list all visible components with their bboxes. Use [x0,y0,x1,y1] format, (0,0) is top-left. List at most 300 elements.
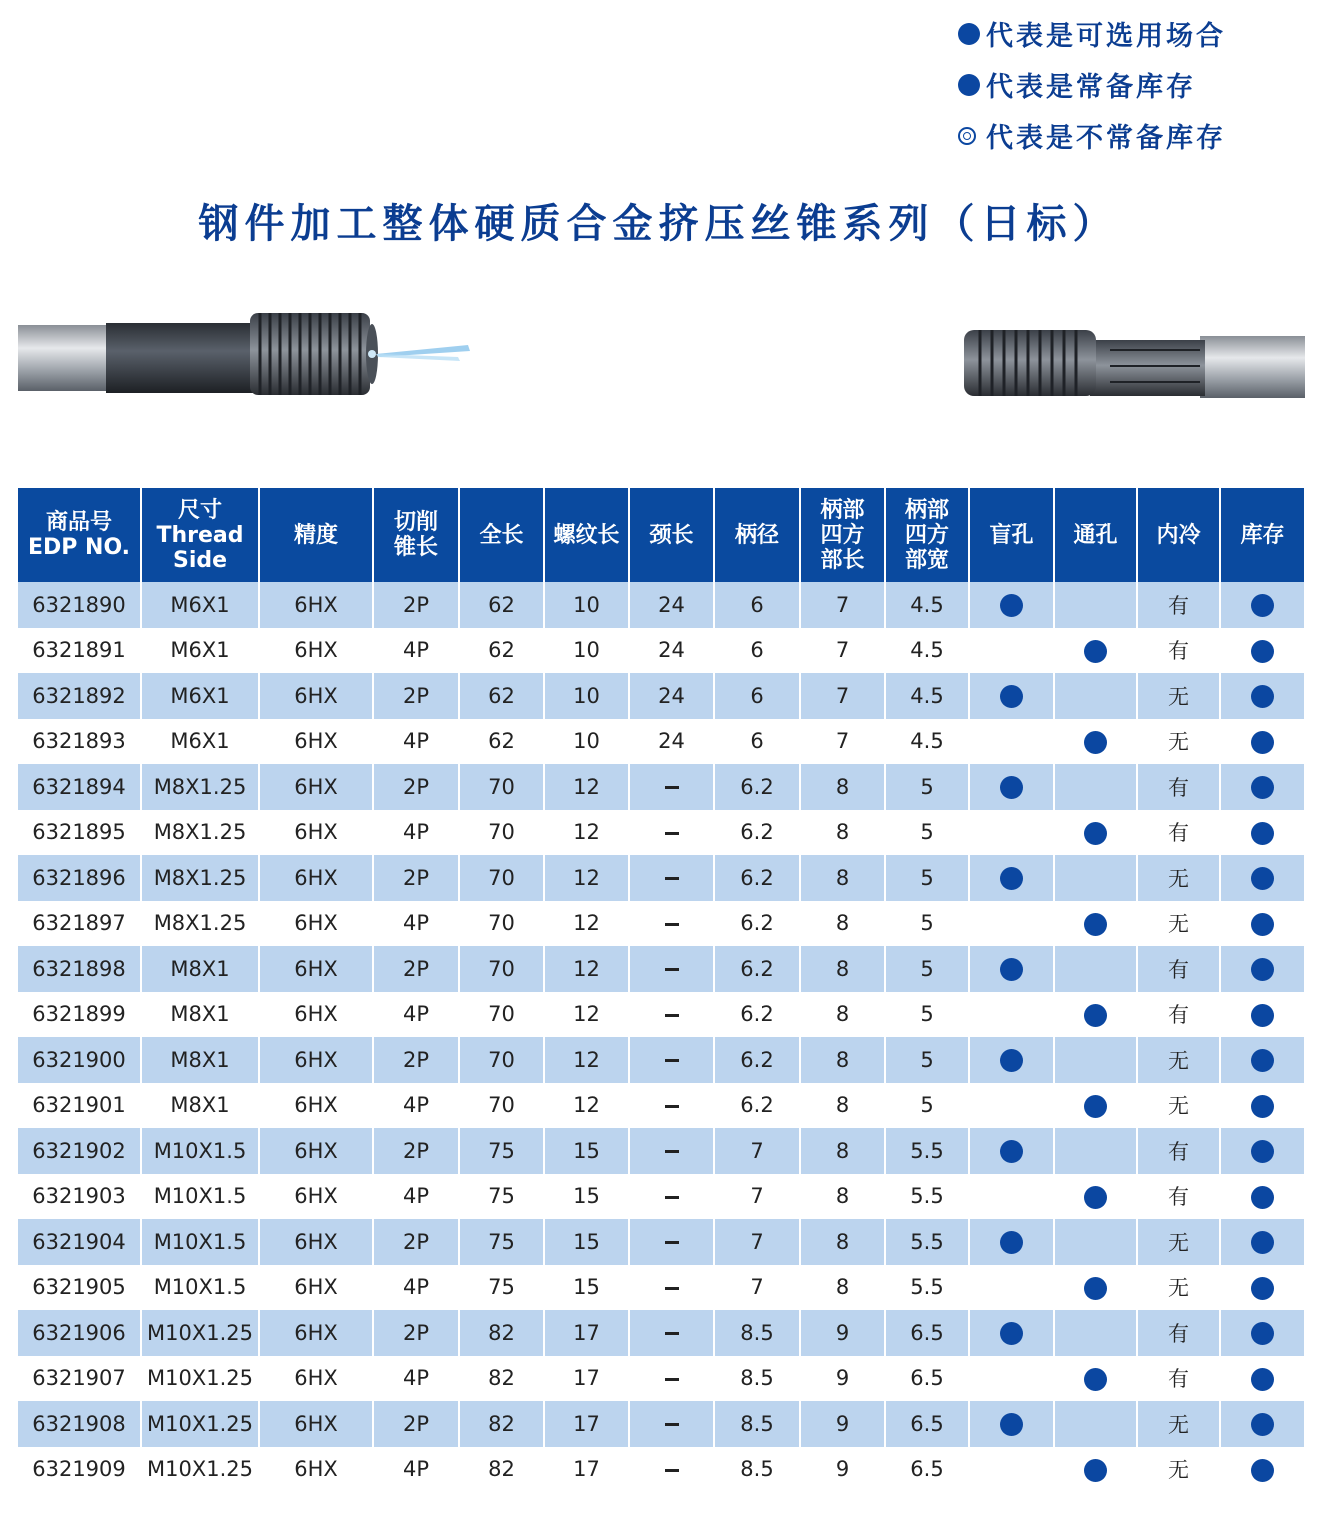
cell-stock [1220,1310,1304,1356]
cell-blind [969,1219,1054,1265]
table-row [18,1174,1304,1220]
cell-coolant: 有 [1137,810,1220,856]
cell-total_len: 70 [459,855,544,901]
cell-square_len: 8 [800,1174,885,1220]
cell-coolant: 无 [1137,1083,1220,1129]
cell-size: M8X1 [141,1083,259,1129]
cell-thread_len: 10 [544,673,629,719]
filled-dot-icon [1000,1140,1023,1163]
filled-dot-icon [1251,1004,1274,1027]
cell-size: M10X1.25 [141,1401,259,1447]
header-line: EDP NO. [27,535,131,560]
cell-square_len: 7 [800,719,885,765]
cell-chamfer: 4P [373,810,459,856]
filled-dot-icon [1084,1186,1107,1209]
cell-square_len: 8 [800,1083,885,1129]
header-line: 部宽 [904,547,949,573]
filled-dot-icon [1000,1231,1023,1254]
cell-thread_len: 15 [544,1174,629,1220]
filled-dot-icon [1251,958,1274,981]
forming-tap-left-image [18,305,478,395]
cell-edp: 6321905 [32,1275,126,1300]
cell-size: M8X1.25 [141,901,259,947]
cell-thread_len: 17 [544,1401,629,1447]
cell-coolant: 有 [1137,1128,1220,1174]
cell-neck_len [629,901,714,947]
cell-precision: 6HX [259,719,373,765]
cell-through [1054,1265,1137,1311]
cell-square_width: 5 [885,1037,969,1083]
header-line: 螺纹长 [553,522,620,548]
cell-thread_len: 17 [544,1310,629,1356]
cell-thread_len: 10 [544,582,629,628]
cell-square_len: 8 [800,855,885,901]
cell-stock [1220,1037,1304,1083]
cell-coolant: 有 [1137,1310,1220,1356]
dash-icon [665,968,679,971]
cell-total_len: 70 [459,810,544,856]
cell-shank_dia: 8.5 [714,1447,800,1493]
cell-thread_len: 15 [544,1219,629,1265]
cell-through [1054,1174,1137,1220]
cell-size: M6X1 [141,719,259,765]
cell-through [1054,1447,1137,1493]
cell-stock [1220,1128,1304,1174]
cell-size: M8X1.25 [141,764,259,810]
cell-shank_dia: 6.2 [714,992,800,1038]
header-line: 全长 [479,522,524,548]
filled-dot-icon [1084,1004,1107,1027]
table-row [18,810,1304,856]
cell-through [1054,719,1137,765]
cell-blind [969,628,1054,674]
cell-through [1054,1037,1137,1083]
cell-total_len: 62 [459,673,544,719]
filled-dot-icon [1084,1095,1107,1118]
cell-chamfer: 4P [373,901,459,947]
cell-coolant: 有 [1137,946,1220,992]
header-line: 通孔 [1073,522,1118,548]
cell-neck_len [629,855,714,901]
table-row [18,1447,1304,1493]
filled-dot-icon [1251,731,1274,754]
header-blind [969,488,1054,582]
cell-blind [969,1447,1054,1493]
cell-blind [969,1128,1054,1174]
cell-total_len: 82 [459,1447,544,1493]
cell-square_len: 8 [800,1037,885,1083]
header-line: Side [172,547,228,573]
header-line: Thread [156,522,244,548]
cell-square_width: 5 [885,764,969,810]
filled-dot-icon [1084,1277,1107,1300]
cell-size: M6X1 [141,582,259,628]
cell-neck_len [629,1356,714,1402]
cell-precision: 6HX [259,764,373,810]
cell-blind [969,901,1054,947]
cell-shank_dia: 8.5 [714,1356,800,1402]
cell-edp: 6321890 [18,582,141,628]
filled-dot-icon [1000,867,1023,890]
cell-precision: 6HX [259,855,373,901]
cell-total_len: 62 [459,628,544,674]
cell-edp: 6321901 [32,1093,126,1118]
filled-dot-icon [958,74,986,96]
cell-total_len: 70 [459,992,544,1038]
filled-dot-icon [1251,1095,1274,1118]
header-line: 尺寸 [177,497,222,523]
cell-coolant: 无 [1137,1401,1220,1447]
dash-icon [665,1423,679,1426]
cell-square_width: 5 [885,1083,969,1129]
cell-through [1054,810,1137,856]
cell-precision: 6HX [259,1174,373,1220]
table-row [18,764,1304,810]
cell-total_len: 75 [459,1219,544,1265]
header-stock [1220,488,1304,582]
filled-dot-icon [1000,958,1023,981]
dash-icon [665,923,679,926]
filled-dot-icon [1084,822,1107,845]
cell-shank_dia: 6.2 [714,946,800,992]
cell-square_width: 5.5 [885,1265,969,1311]
cell-shank_dia: 6.2 [714,810,800,856]
cell-neck_len [629,1310,714,1356]
header-line: 切削 [393,510,438,535]
table-row [18,901,1304,947]
cell-shank_dia: 7 [714,1219,800,1265]
dash-icon [665,1469,679,1472]
cell-thread_len: 17 [544,1356,629,1402]
cell-edp: 6321898 [18,946,141,992]
dash-icon [665,1332,679,1335]
cell-edp: 6321902 [18,1128,141,1174]
cell-neck_len [629,810,714,856]
cell-blind [969,855,1054,901]
cell-precision: 6HX [259,810,373,856]
cell-total_len: 70 [459,1037,544,1083]
header-line: 商品号 [45,510,112,535]
cell-chamfer: 2P [373,1401,459,1447]
cell-thread_len: 15 [544,1128,629,1174]
cell-neck_len: 24 [629,673,714,719]
cell-chamfer: 2P [373,582,459,628]
cell-neck_len [629,1128,714,1174]
cell-size: M8X1.25 [141,855,259,901]
cell-square_len: 8 [800,901,885,947]
cell-chamfer: 2P [373,1310,459,1356]
cell-stock [1220,810,1304,856]
cell-edp: 6321897 [32,911,126,936]
cell-edp: 6321900 [18,1037,141,1083]
header-precision [259,488,373,582]
filled-dot-icon [1251,685,1274,708]
cell-coolant: 无 [1137,719,1220,765]
dash-icon [665,1059,679,1062]
cell-square_width: 5 [885,810,969,856]
cell-stock [1220,673,1304,719]
table-row [18,1356,1304,1402]
cell-stock [1220,1356,1304,1402]
cell-through [1054,1356,1137,1402]
header-shank_dia [714,488,800,582]
cell-edp: 6321906 [18,1310,141,1356]
cell-chamfer: 4P [373,1083,459,1129]
cell-blind [969,1083,1054,1129]
cell-edp: 6321892 [18,673,141,719]
header-thread_len [544,488,629,582]
cell-stock [1220,628,1304,674]
header-line: 锥长 [393,535,438,560]
cell-square_width: 5.5 [885,1219,969,1265]
dash-icon [665,1287,679,1290]
cell-neck_len [629,1447,714,1493]
cell-edp: 6321893 [32,729,126,754]
cell-square_width: 5 [885,855,969,901]
cell-square_width: 5.5 [885,1174,969,1220]
cell-edp: 6321903 [32,1184,126,1209]
cell-blind [969,673,1054,719]
filled-dot-icon [1000,1049,1023,1072]
cell-stock [1220,1401,1304,1447]
cell-blind [969,810,1054,856]
cell-stock [1220,1447,1304,1493]
dash-icon [665,832,679,835]
cell-chamfer: 4P [373,1265,459,1311]
filled-dot-icon [1000,1322,1023,1345]
cell-chamfer: 2P [373,1219,459,1265]
table-row [18,1083,1304,1129]
cell-through [1054,628,1137,674]
filled-dot-icon [1251,640,1274,663]
header-square_len [800,488,885,582]
filled-dot-icon [1084,731,1107,754]
cell-precision: 6HX [259,628,373,674]
cell-neck_len [629,992,714,1038]
table-row [18,1128,1304,1174]
cell-coolant: 无 [1137,1037,1220,1083]
cell-total_len: 70 [459,1083,544,1129]
cell-precision: 6HX [259,1401,373,1447]
filled-dot-icon [1251,867,1274,890]
cell-total_len: 62 [459,582,544,628]
table-row [18,992,1304,1038]
cell-size: M10X1.5 [141,1128,259,1174]
legend [958,8,1298,161]
header-coolant [1137,488,1220,582]
cell-shank_dia: 7 [714,1265,800,1311]
cell-shank_dia: 6 [714,719,800,765]
cell-size: M6X1 [141,673,259,719]
double-circle-icon [958,127,986,145]
header-line: 四方 [820,522,865,548]
cell-thread_len: 10 [544,628,629,674]
cell-through [1054,582,1137,628]
cell-precision: 6HX [259,1037,373,1083]
cell-coolant: 有 [1137,1174,1220,1220]
cell-neck_len [629,1219,714,1265]
cell-blind [969,1037,1054,1083]
cell-size: M8X1 [141,992,259,1038]
cell-coolant: 有 [1137,1356,1220,1402]
cell-edp: 6321899 [32,1002,126,1027]
cell-blind [969,719,1054,765]
filled-dot-icon [1251,1413,1274,1436]
legend-item-non-stock [958,110,1298,161]
cell-edp: 6321907 [32,1366,126,1391]
cell-neck_len: 24 [629,582,714,628]
cell-precision: 6HX [259,992,373,1038]
table-body [18,582,1304,1492]
page-title: 钢件加工整体硬质合金挤压丝锥系列（日标） [198,201,1119,247]
cell-total_len: 82 [459,1401,544,1447]
header-total_len [459,488,544,582]
header-line: 颈长 [649,522,694,548]
header-line: 柄部 [820,497,865,523]
cell-stock [1220,855,1304,901]
cell-coolant: 无 [1137,855,1220,901]
cell-blind [969,764,1054,810]
cell-shank_dia: 8.5 [714,1401,800,1447]
cell-total_len: 75 [459,1265,544,1311]
cell-size: M8X1 [141,1037,259,1083]
cell-thread_len: 12 [544,1083,629,1129]
cell-coolant: 无 [1137,1265,1220,1311]
cell-blind [969,1310,1054,1356]
cell-total_len: 70 [459,946,544,992]
cell-through [1054,1401,1137,1447]
header-line: 柄径 [734,522,779,548]
cell-precision: 6HX [259,1447,373,1493]
cell-through [1054,1310,1137,1356]
header-line: 部长 [820,547,865,573]
cell-through [1054,1128,1137,1174]
filled-dot-icon [1251,1140,1274,1163]
cell-coolant: 有 [1137,992,1220,1038]
cell-edp: 6321891 [32,638,126,663]
filled-dot-icon [1000,594,1023,617]
cell-neck_len [629,1174,714,1220]
table-row [18,1265,1304,1311]
filled-dot-icon [1251,1368,1274,1391]
header-line: 柄部 [904,497,949,523]
cell-stock [1220,1083,1304,1129]
cell-square_width: 4.5 [885,582,969,628]
cell-thread_len: 17 [544,1447,629,1493]
header-line: 四方 [904,522,949,548]
cell-edp: 6321896 [18,855,141,901]
cell-total_len: 62 [459,719,544,765]
cell-edp: 6321908 [18,1401,141,1447]
cell-chamfer: 2P [373,673,459,719]
cell-square_len: 9 [800,1356,885,1402]
cell-stock [1220,992,1304,1038]
cell-shank_dia: 6.2 [714,855,800,901]
cell-chamfer: 2P [373,764,459,810]
cell-size: M10X1.5 [141,1174,259,1220]
filled-dot-icon [1251,1049,1274,1072]
cell-precision: 6HX [259,1128,373,1174]
filled-dot-icon [1000,776,1023,799]
cell-coolant: 无 [1137,1447,1220,1493]
cell-chamfer: 2P [373,1037,459,1083]
cell-blind [969,1265,1054,1311]
dash-icon [665,877,679,880]
cell-precision: 6HX [259,1310,373,1356]
cell-square_len: 9 [800,1447,885,1493]
header-line: 盲孔 [989,522,1034,548]
cell-coolant: 无 [1137,673,1220,719]
cell-chamfer: 4P [373,719,459,765]
cell-blind [969,1401,1054,1447]
cell-total_len: 75 [459,1174,544,1220]
cell-size: M8X1 [141,946,259,992]
dash-icon [665,1378,679,1381]
cell-through [1054,855,1137,901]
header-through [1054,488,1137,582]
filled-dot-icon [1000,685,1023,708]
cell-thread_len: 12 [544,764,629,810]
cell-neck_len [629,946,714,992]
cell-chamfer: 4P [373,1174,459,1220]
header-line: 精度 [293,522,338,548]
cell-shank_dia: 7 [714,1128,800,1174]
cell-stock [1220,1219,1304,1265]
cell-square_width: 5 [885,946,969,992]
cell-thread_len: 12 [544,855,629,901]
cell-stock [1220,582,1304,628]
cell-shank_dia: 6 [714,673,800,719]
cell-stock [1220,1174,1304,1220]
cell-through [1054,992,1137,1038]
cell-edp: 6321895 [32,820,126,845]
cell-chamfer: 4P [373,992,459,1038]
cell-square_width: 6.5 [885,1401,969,1447]
cell-through [1054,673,1137,719]
cell-chamfer: 4P [373,628,459,674]
filled-dot-icon [1084,640,1107,663]
cell-neck_len: 24 [629,719,714,765]
header-line: 内冷 [1156,522,1201,548]
cell-thread_len: 10 [544,719,629,765]
cell-square_width: 5 [885,992,969,1038]
cell-precision: 6HX [259,1265,373,1311]
cell-total_len: 82 [459,1310,544,1356]
cell-square_len: 9 [800,1310,885,1356]
header-line: 库存 [1240,522,1285,548]
cell-coolant: 无 [1137,1219,1220,1265]
cell-square_width: 5.5 [885,1128,969,1174]
cell-square_width: 6.5 [885,1310,969,1356]
table-row [18,1310,1304,1356]
cell-through [1054,764,1137,810]
cell-precision: 6HX [259,946,373,992]
cell-neck_len: 24 [629,628,714,674]
cell-chamfer: 4P [373,1356,459,1402]
dash-icon [665,1150,679,1153]
header-edp [18,488,141,582]
dash-icon [665,786,679,789]
cell-precision: 6HX [259,901,373,947]
cell-edp: 6321894 [18,764,141,810]
cell-square_len: 7 [800,582,885,628]
filled-dot-icon [1251,822,1274,845]
legend-item-stock [958,59,1298,110]
cell-blind [969,992,1054,1038]
filled-dot-icon [958,23,986,45]
cell-square_len: 8 [800,1128,885,1174]
cell-thread_len: 12 [544,1037,629,1083]
